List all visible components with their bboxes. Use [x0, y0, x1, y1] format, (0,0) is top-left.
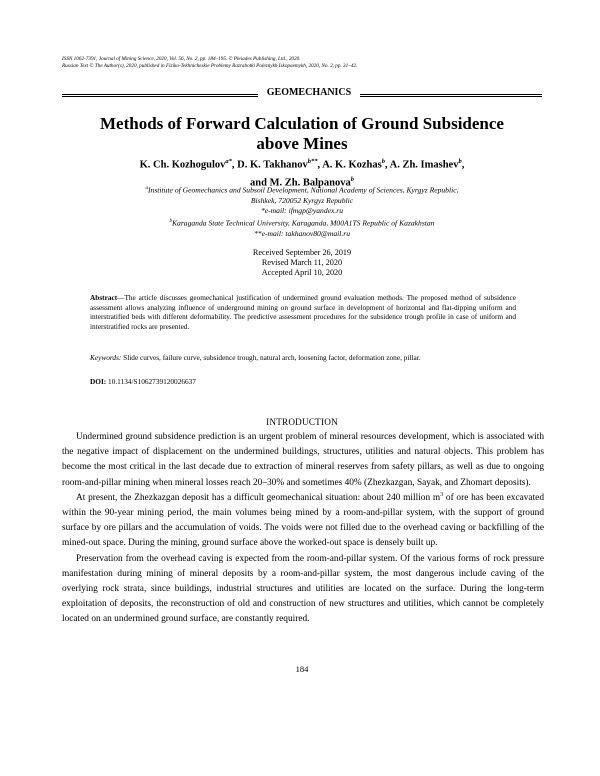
keywords: [90, 353, 516, 363]
author-name: M. Zh. Balpanova: [269, 177, 351, 188]
title-line-1: Methods of Forward Calculation of Ground Subsidence: [100, 114, 504, 133]
section-label: GEOMECHANICS: [266, 87, 352, 98]
keywords-text: Slide curves, failure curve, subsidence trough, natural arch, loosening factor, deformation zone, pillar.: [121, 353, 421, 362]
date-accepted: Accepted April 10, 2020: [261, 268, 343, 277]
section-rule-right: [360, 94, 542, 97]
author-name: A. K. Kozhas: [322, 159, 382, 171]
journal-header-line-2: Russian Text © The Author(s), 2020, published in Fiziko-Tekhnicheskie Problemy Razrabotki Poleznykh Iskopaemykh, 2020, No. 2, pp. 31–42.: [62, 63, 358, 69]
doi-value[interactable]: 10.1134/S1062739120026637: [106, 377, 196, 386]
section-bar: [62, 86, 542, 100]
authors-line-2: and M. Zh. Balpanova$^b$: [250, 175, 354, 188]
author-affil-sup: b: [381, 158, 385, 165]
date-revised: Revised March 11, 2020: [261, 258, 343, 267]
author-name: D. K. Takhanov: [237, 159, 308, 171]
title-line-2: above Mines: [256, 134, 348, 153]
author-affil-sup: b**: [307, 158, 318, 165]
date-received: Received September 26, 2019: [252, 248, 352, 257]
email-b: **e-mail: takhanov80@mail.ru: [254, 228, 350, 238]
section-rule-left: [62, 94, 258, 97]
journal-header-line-1: ISSN 1062-7391, Journal of Mining Science, 2020, Vol. 56, No. 2, pp. 184–195. © Pleiades Publishing, Ltd., 2020.: [62, 56, 301, 62]
page-number: 184: [295, 664, 309, 674]
paragraph: Undermined ground subsidence prediction is an urgent problem of mineral resources development, which is associated with the negative impact of displacement on the undermined buildings, structures, utilities and natural objects. This problem has become the most critical in the last decade due to extraction of mineral reserves from safety pillars, as well as due to ongoing room-and-pillar mining when mineral losses reach 20–30% and sometimes 40% (Zhezkazgan, Sayak, and Zhomart deposits).: [62, 432, 544, 488]
abstract: [90, 293, 516, 331]
section-heading: INTRODUCTION: [266, 417, 338, 427]
affiliation-a: $^a$Institute of Geomechanics and Subsoil Development, National Academy of Sciences, Kyrgyz Republic, Bishkek, 720052 Kyrgyz Republic *e-mail: ifmgp@yandex.ru: [62, 184, 542, 216]
body-text: [62, 430, 544, 628]
abstract-label: Abstract: [90, 293, 118, 302]
author-affil-sup: a*: [225, 158, 232, 165]
author-affil-sup: b: [458, 158, 462, 165]
doi: [90, 377, 516, 387]
article-title: [62, 114, 542, 154]
affiliation-b: $^b$Karaganda State Technical University, Karaganda, M00A1TS Republic of Kazakhstan **e-mail: takhanov80@mail.ru: [62, 217, 542, 239]
abstract-text: —The article discusses geomechanical justification of undermined ground evaluation methods. The proposed method of subsidence assessment allows analyzing influence of underground mining on ground surface in development of horizontal and flat-dipping uniform and interstratified beds with different deformability. The predictive assessment procedures for the subsidence trough profile in case of uniform and interstratified rocks are presented.: [90, 293, 516, 331]
authors-line-1: K. Ch. Kozhogulov$^{a*}$, D. K. Takhanov$^{b**}$, A. K. Kozhas$^b$, A. Zh. Imashev$^b$,: [139, 158, 465, 171]
article-dates: [62, 248, 542, 278]
doi-label: DOI:: [90, 377, 107, 386]
author-name: K. Ch. Kozhogulov: [139, 159, 226, 171]
keywords-label: Keywords:: [90, 353, 122, 362]
author-affil-sup: b: [350, 175, 354, 183]
paragraph: Preservation from the overhead caving is expected from the room-and-pillar system. Of the various forms of rock pressure manifestation during mining of mineral deposits by a room-and-pillar system, the most dangerous include caving of the overlying rock strata, since buildings, industrial structures and utilities are located on the surface. During the long-term exploitation of deposits, the reconstruction of old and construction of new structures and utilities, which cannot be completely located on an undermined ground surface, are constantly required.: [62, 553, 544, 625]
author-name: A. Zh. Imashev: [389, 159, 459, 171]
paragraph: At present, the Zhezkazgan deposit has a difficult geomechanical situation: about 240 million $m^3$ of ore has been excavated within the 90-year mining period, the main volumes being mined by a room-and-pillar system, with the support of ground surface by ore pillars and the accumulation of voids. The voids were not filled due to the overhead caving or backfilling of the mined-out space. During the mining, ground surface above the worked-out space is densely built up.: [62, 491, 544, 549]
email-a: *e-mail: ifmgp@yandex.ru: [260, 205, 344, 215]
